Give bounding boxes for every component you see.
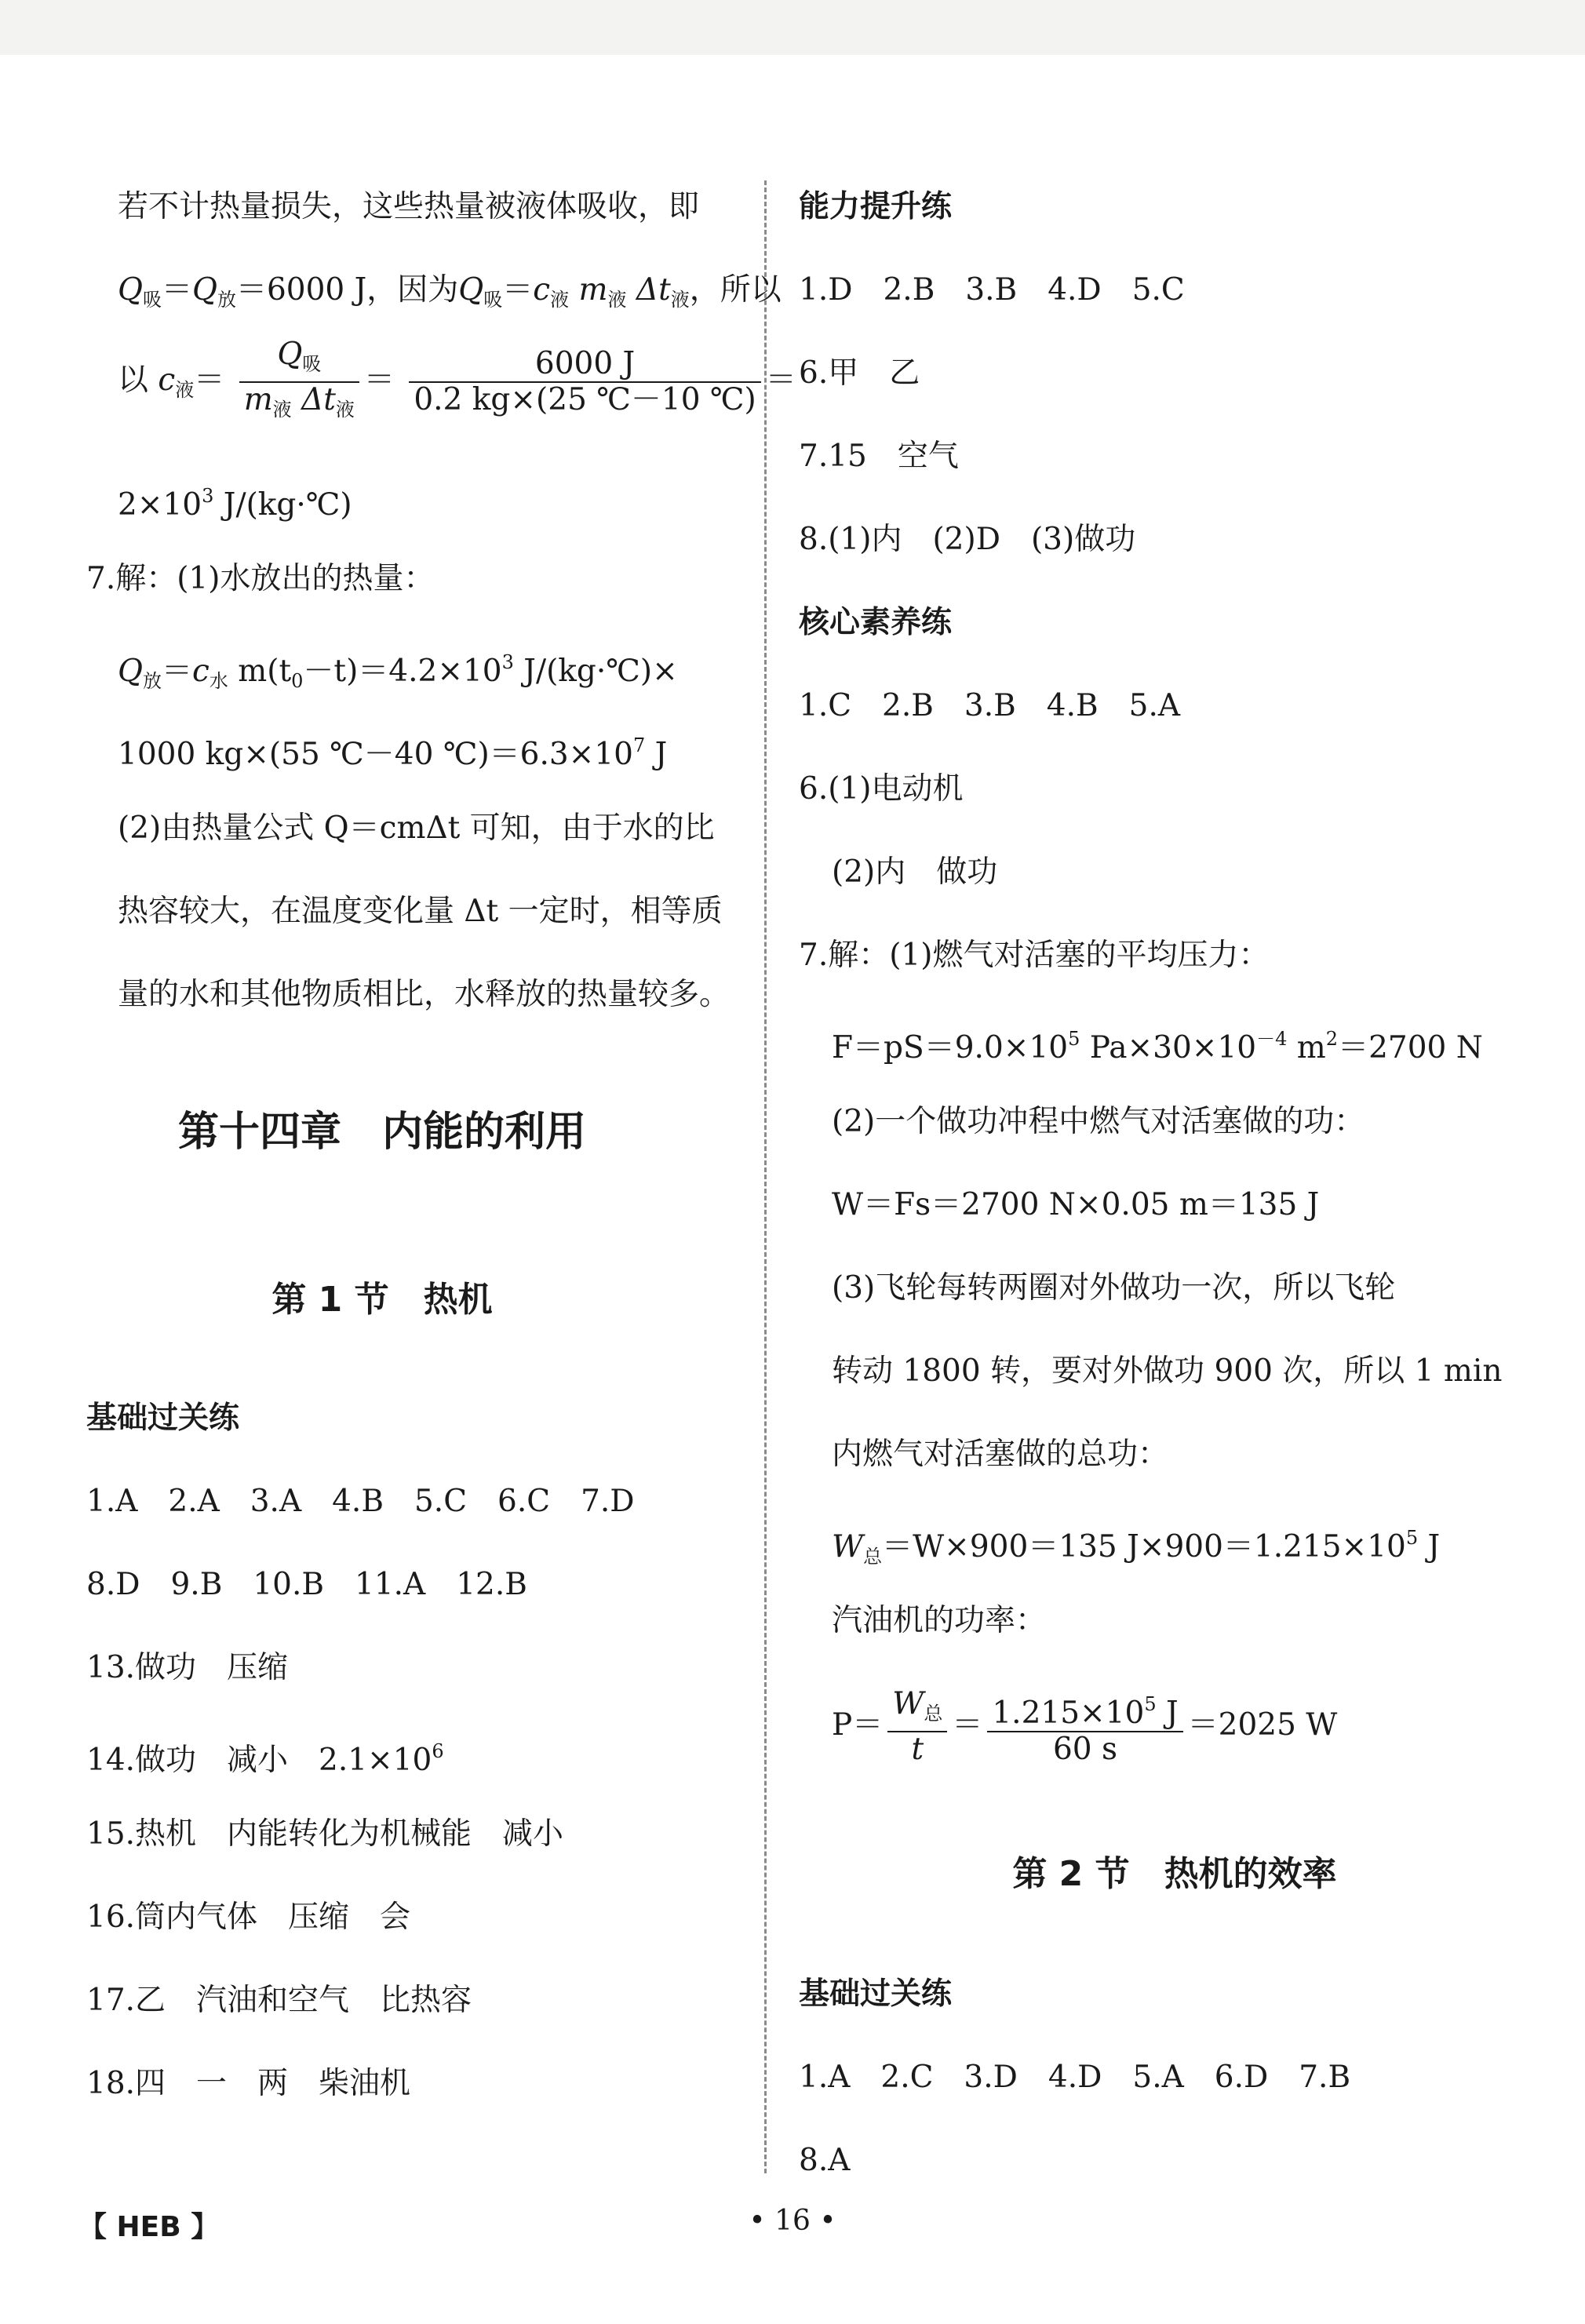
ability-heading: 能力提升练 <box>799 189 953 224</box>
chapter-title: 第十四章 内能的利用 <box>177 1109 586 1156</box>
ability-answer-8: 8.(1)内 (2)D (3)做功 <box>799 522 1136 557</box>
sec2-answers-1-7: 1.A 2.C 3.D 4.D 5.A 6.D 7.B <box>799 2060 1351 2095</box>
footer-tag: 【 HEB 】 <box>78 2211 220 2243</box>
answer-17: 17.乙 汽油和空气 比热容 <box>86 1983 472 2018</box>
q7-title: 7.解：(1)水放出的热量： <box>86 561 435 596</box>
fraction-specific-heat: $\frac{Q_吸}{m_液 \Delta t_液}$ <box>239 337 359 427</box>
core-answer-7: 7.解：(1)燃气对活塞的平均压力： <box>799 938 1270 973</box>
answer-16: 16.筒内气体 压缩 会 <box>86 1900 411 1935</box>
section-1-title: 第 1 节 热机 <box>271 1280 493 1320</box>
core-7-power-formula: P＝ $\frac{W_总}{t}$ ＝ $\frac{1.215\times 10^5 J}{60 s}$ ＝2025 W <box>832 1686 1338 1767</box>
core-7-force: $F=pS=9.0\times 10^5$ $Pa\times 30\times 10^{-4}$ $m^2=2700$ N <box>832 1028 1483 1065</box>
left-line-1: 若不计热量损失，这些热量被液体吸收，即 <box>118 189 700 224</box>
q7-line-6: 量的水和其他物质相比，水释放的热量较多。 <box>118 977 731 1012</box>
q7-line-2: $Q_放=c_水$ $m(t_0-t)=4.2\times 10^3$ J/(kg·℃)× <box>118 651 678 692</box>
left-line-2: $Q_吸=Q_放=6000$ J，因为$Q_吸=c_液$ $m_液$ $\Delta t_液$，所以 <box>118 272 782 311</box>
core-7-part3-line3: 内燃气对活塞做的总功： <box>832 1437 1169 1472</box>
answers-1-7: 1.A 2.A 3.A 4.B 5.C 6.C 7.D <box>86 1484 635 1519</box>
core-7-work: W＝Fs＝2700 N×0.05 m＝135 J <box>832 1187 1320 1222</box>
answers-8-12: 8.D 9.B 10.B 11.A 12.B <box>86 1567 527 1602</box>
q7-line-3: 1000 kg×(55 ℃－40 $℃)=6.3\times 10^7$ J <box>118 734 668 772</box>
core-7-part2: (2)一个做功冲程中燃气对活塞做的功： <box>832 1104 1365 1139</box>
core-answer-6: 6.(1)电动机 <box>799 771 964 807</box>
core-7-total-work: $W_总=W\times 900=135$ $J\times 900=1.215\times 10^5$ J <box>832 1527 1441 1568</box>
answer-14: 14.做功 减小 $2.1\times 10^6$ <box>86 1740 444 1778</box>
answer-15: 15.热机 内能转化为机械能 减小 <box>86 1816 564 1852</box>
core-answer-6b: (2)内 做功 <box>832 854 998 890</box>
core-7-part3-line1: (3)飞轮每转两圈对外做功一次，所以飞轮 <box>832 1270 1396 1306</box>
ability-answer-6: 6.甲 乙 <box>799 355 920 391</box>
answer-18: 18.四 一 两 柴油机 <box>86 2066 411 2101</box>
fraction-numeric: $\frac{6000 J}{0.2 kg\times(25 ℃-10 ℃)}$ <box>409 347 760 417</box>
section-2-title: 第 2 节 热机的效率 <box>1012 1854 1337 1894</box>
ability-answers-1-5: 1.D 2.B 3.B 4.D 5.C <box>799 272 1185 308</box>
basic-heading-1: 基础过关练 <box>86 1401 240 1436</box>
core-answers-1-5: 1.C 2.B 3.B 4.B 5.A <box>799 688 1181 723</box>
basic-heading-2: 基础过关练 <box>799 1976 953 2012</box>
q7-line-4: (2)由热量公式 Q＝cmΔt 可知，由于水的比 <box>118 810 715 846</box>
answer-13: 13.做功 压缩 <box>86 1650 289 1685</box>
scan-top-band <box>0 0 1585 55</box>
core-7-part3-line2: 转动 1800 转，要对外做功 900 次，所以 1 min <box>832 1353 1503 1389</box>
q7-line-5: 热容较大，在温度变化量 Δt 一定时，相等质 <box>118 894 723 929</box>
page-number: • 16 • <box>749 2205 836 2237</box>
sec2-answer-8: 8.A <box>799 2143 851 2178</box>
left-line-4: $2\times 10^3$ J/(kg·℃) <box>118 485 352 523</box>
left-line-3-fraction: 以 $c_液=$ $\frac{Q_吸}{m_液 \Delta t_液}$ ＝ $\frac{6000 J}{0.2 kg\times(25 ℃-10 ℃)}$ ＝ <box>118 337 796 428</box>
core-heading: 核心素养练 <box>799 605 953 640</box>
core-7-power-label: 汽油机的功率： <box>832 1603 1047 1638</box>
ability-answer-7: 7.15 空气 <box>799 439 959 474</box>
